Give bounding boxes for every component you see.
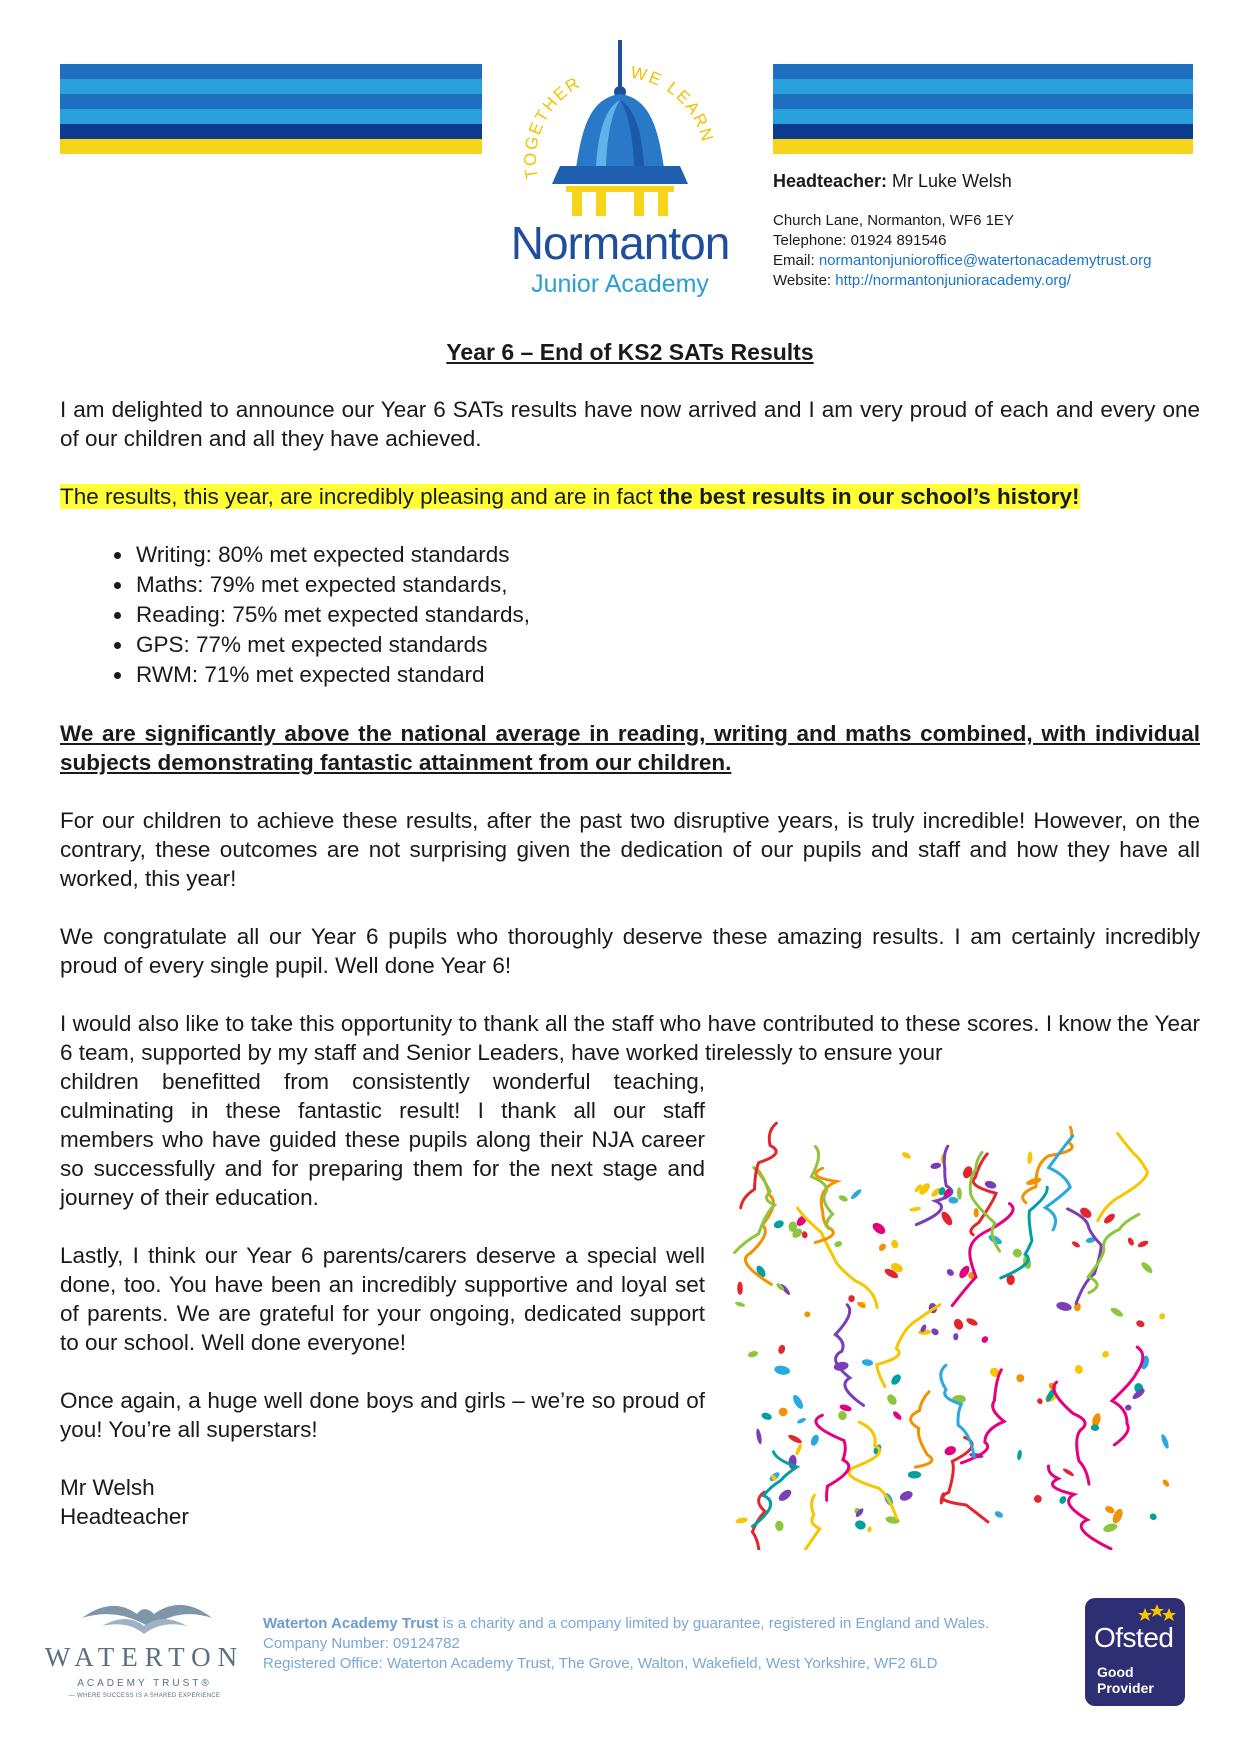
- confetti-image: [720, 1070, 1200, 1550]
- highlight-plain: The results, this year, are incredibly pleasing and are in fact: [60, 484, 660, 509]
- school-logo: [480, 38, 760, 308]
- contact-block: [773, 171, 1203, 291]
- footer-registered-office: Registered Office: Waterton Academy Trust, The Grove, Walton, Wakefield, West Yorkshire, WF2 6LD: [263, 1655, 938, 1672]
- trust-logo-sub: ACADEMY TRUST®: [77, 1678, 212, 1689]
- confetti-piece: [871, 1221, 888, 1237]
- confetti-piece: [1071, 1240, 1081, 1249]
- highlight-bold: the best results in our school’s history!: [659, 484, 1080, 509]
- intro-paragraph: I am delighted to announce our Year 6 SATs results have now arrived and I am very proud of each and every one of our children and all they have achieved.: [60, 397, 1200, 451]
- confetti-piece: [1091, 1424, 1100, 1431]
- signoff-role: Headteacher: [60, 1504, 189, 1529]
- parents-paragraph: Lastly, I think our Year 6 parents/carers deserve a special well done, too. You have been an incredibly supportive and loyal set of parents. We are grateful for your ongoing, dedicated support to our school. Well done everyone!: [60, 1243, 705, 1355]
- confetti-piece: [1033, 1494, 1044, 1505]
- confetti-piece: [1074, 1364, 1084, 1375]
- confetti-piece: [1058, 1495, 1068, 1505]
- trust-logo-tagline: — WHERE SUCCESS IS A SHARED EXPERIENCE: [68, 1693, 221, 1699]
- headteacher-name: Mr Luke Welsh: [887, 171, 1012, 191]
- confetti-piece: [892, 1410, 903, 1421]
- footer-text: [263, 1614, 1083, 1674]
- streamer: [816, 1415, 849, 1500]
- streamer: [877, 1305, 940, 1387]
- confetti-piece: [1025, 1176, 1042, 1186]
- confetti-piece: [838, 1194, 849, 1203]
- confetti-piece: [930, 1162, 942, 1170]
- confetti-piece: [1102, 1522, 1118, 1533]
- confetti-piece: [945, 1268, 955, 1278]
- confetti-piece: [1140, 1260, 1154, 1274]
- confetti-piece: [885, 1515, 900, 1524]
- headteacher-line: [773, 171, 1203, 191]
- confetti-piece: [791, 1393, 805, 1410]
- footer-company-number: Company Number: 09124782: [263, 1635, 460, 1652]
- streamer: [835, 1305, 863, 1405]
- confetti-piece: [735, 1517, 748, 1524]
- confetti-piece: [1125, 1405, 1132, 1411]
- waterton-logo: [32, 1590, 257, 1700]
- website-link[interactable]: http://normantonjunioracademy.org/: [835, 272, 1071, 289]
- confetti-piece: [943, 1445, 957, 1457]
- signoff-name: Mr Welsh: [60, 1475, 155, 1500]
- confetti-piece: [867, 1526, 872, 1533]
- confetti-piece: [774, 1364, 791, 1376]
- confetti-piece: [761, 1411, 773, 1421]
- trust-logo-name: WATERTON: [44, 1642, 245, 1672]
- email-link[interactable]: normantonjunioroffice@watertonacademytrust.org: [818, 252, 1152, 269]
- streamer: [1098, 1133, 1147, 1220]
- highlight-text: [60, 484, 1080, 509]
- confetti-piece: [861, 1359, 873, 1367]
- confetti-piece: [1104, 1505, 1116, 1515]
- ofsted-rating: [1097, 1664, 1154, 1696]
- list-item: • GPS: 77% met expected standards: [134, 630, 1200, 660]
- website-label: Website:: [773, 272, 836, 289]
- confetti-piece: [957, 1187, 962, 1200]
- confetti-piece: [901, 1151, 912, 1160]
- confetti-piece: [801, 1231, 808, 1239]
- header-stripes-right: [773, 64, 1193, 154]
- confetti-piece: [804, 1311, 810, 1317]
- logo-subtitle: Junior Academy: [531, 270, 709, 298]
- achieve-paragraph: For our children to achieve these results, after the past two disruptive years, is truly incredible! However, on the contrary, these outcomes are not surprising given the dedication of our pupils and staff and how they have all worked, this year!: [60, 808, 1200, 891]
- confetti-piece: [952, 1317, 965, 1331]
- page-title: Year 6 – End of KS2 SATs Results: [446, 339, 814, 365]
- confetti-piece: [939, 1210, 954, 1227]
- ofsted-name: Ofsted: [1094, 1622, 1174, 1653]
- confetti-piece: [1016, 1450, 1022, 1461]
- confetti-piece: [854, 1519, 867, 1531]
- bell-tower-icon: [480, 38, 760, 218]
- once-again-paragraph: Once again, a huge well done boys and girls – we’re so proud of you! You’re all superstars!: [60, 1388, 705, 1442]
- confetti-piece: [890, 1239, 899, 1249]
- congratulate-paragraph: We congratulate all our Year 6 pupils who thoroughly deserve these amazing results. I am certainly incredibly proud of every single pupil. Well done Year 6!: [60, 924, 1200, 978]
- streamer: [753, 1452, 797, 1527]
- confetti-piece: [1056, 1301, 1073, 1312]
- headteacher-label: Headteacher:: [773, 171, 888, 191]
- confetti-piece: [909, 1206, 921, 1212]
- confetti-piece: [1137, 1239, 1149, 1248]
- list-item: • Writing: 80% met expected standards: [134, 540, 1200, 570]
- confetti-piece: [1162, 1478, 1171, 1488]
- logo-name: Normanton: [510, 217, 730, 269]
- confetti-piece: [877, 1242, 887, 1252]
- confetti-piece: [885, 1393, 898, 1407]
- confetti-piece: [787, 1433, 803, 1445]
- streamer: [849, 1422, 897, 1518]
- confetti-piece: [1015, 1373, 1025, 1383]
- confetti-piece: [908, 1471, 921, 1479]
- address: Church Lane, Normanton, WF6 1EY: [773, 212, 1014, 229]
- confetti-piece: [1027, 1151, 1033, 1164]
- confetti-piece: [737, 1282, 743, 1295]
- header-stripes-left: [60, 64, 482, 154]
- ofsted-rating-provider: Provider: [1097, 1680, 1154, 1696]
- confetti-piece: [777, 1488, 794, 1504]
- list-item: • RWM: 71% met expected standard: [134, 660, 1200, 690]
- email-line: [773, 251, 1203, 271]
- national-average-paragraph: We are significantly above the national average in reading, writing and maths combined, with individual subjects demonstrating fantastic attainment from our children.: [60, 721, 1200, 775]
- footer-line-1: [263, 1614, 1083, 1634]
- list-item: • Maths: 79% met expected standards,: [134, 570, 1200, 600]
- confetti-piece: [1102, 1212, 1116, 1226]
- streamer: [1088, 1214, 1139, 1293]
- confetti-piece: [850, 1188, 863, 1201]
- highlight-paragraph: [60, 482, 1200, 511]
- list-item: • Reading: 75% met expected standards,: [134, 600, 1200, 630]
- email-label: Email:: [773, 252, 819, 269]
- motto-right: WE LEARN: [629, 62, 718, 145]
- confetti-piece: [778, 1407, 788, 1417]
- confetti-piece: [965, 1317, 978, 1327]
- streamer: [1054, 1382, 1089, 1484]
- streamer: [911, 1392, 932, 1467]
- streamer: [961, 1370, 1004, 1463]
- confetti-piece: [898, 1489, 914, 1503]
- motto-left: TOGETHER: [520, 72, 585, 181]
- confetti-piece: [755, 1428, 763, 1444]
- confetti-piece: [1036, 1397, 1044, 1405]
- confetti-piece: [747, 1350, 759, 1359]
- confetti-piece: [889, 1373, 902, 1387]
- website-line: [773, 271, 1203, 291]
- confetti-piece: [1148, 1512, 1157, 1521]
- streamer: [1048, 1466, 1111, 1549]
- confetti-piece: [795, 1443, 803, 1456]
- confetti-piece: [980, 1335, 989, 1344]
- thank-paragraph-wide: I would also like to take this opportunity to thank all the staff who have contributed to these scores. I know the Year 6 team, supported by my staff and Senior Leaders, have worked tirelessly to ensure your: [60, 1011, 1200, 1065]
- confetti-piece: [984, 1180, 997, 1190]
- svg-text:TOGETHER: [521, 73, 584, 181]
- ofsted-badge: [1085, 1598, 1185, 1706]
- confetti-piece: [777, 1344, 786, 1355]
- confetti-piece: [1127, 1237, 1135, 1247]
- confetti-piece: [948, 1197, 958, 1204]
- confetti-piece: [994, 1510, 1004, 1519]
- confetti-piece: [837, 1410, 848, 1421]
- confetti-piece: [796, 1417, 806, 1425]
- confetti-piece: [1101, 1350, 1110, 1359]
- birds-icon: [32, 1590, 257, 1640]
- confetti-piece: [973, 1208, 978, 1218]
- confetti-piece: [1109, 1306, 1124, 1319]
- confetti-piece: [1062, 1467, 1075, 1477]
- confetti-piece: [1135, 1319, 1145, 1328]
- confetti-piece: [839, 1403, 853, 1412]
- confetti-piece: [809, 1433, 820, 1447]
- confetti-piece: [1160, 1433, 1170, 1449]
- confetti-piece: [734, 1301, 745, 1308]
- confetti-piece: [953, 1333, 958, 1340]
- telephone: Telephone: 01924 891546: [773, 232, 947, 249]
- footer-line-1-rest: is a charity and a company limited by guarantee, registered in England and Wales.: [438, 1615, 990, 1632]
- confetti-piece: [930, 1327, 940, 1337]
- confetti-piece: [1011, 1247, 1023, 1259]
- narrow-column: [60, 1067, 705, 1531]
- streamer: [797, 1208, 877, 1308]
- confetti-piece: [834, 1240, 843, 1248]
- confetti-piece: [773, 1219, 785, 1230]
- confetti-piece: [848, 1295, 856, 1303]
- results-list: [60, 540, 1200, 690]
- footer-trust-name: Waterton Academy Trust: [263, 1615, 439, 1632]
- confetti-piece: [1158, 1312, 1166, 1320]
- ofsted-rating-good: Good: [1097, 1664, 1134, 1680]
- thank-paragraph-rest: children benefitted from consistently wonderful teaching, culminating in these fantastic result! I thank all our staff members who have guided these pupils along their NJA career so successfully and for preparing them for the next stage and journey of their education.: [60, 1069, 705, 1210]
- confetti-piece: [775, 1520, 784, 1531]
- streamer: [941, 1365, 974, 1457]
- streamer: [802, 1495, 819, 1550]
